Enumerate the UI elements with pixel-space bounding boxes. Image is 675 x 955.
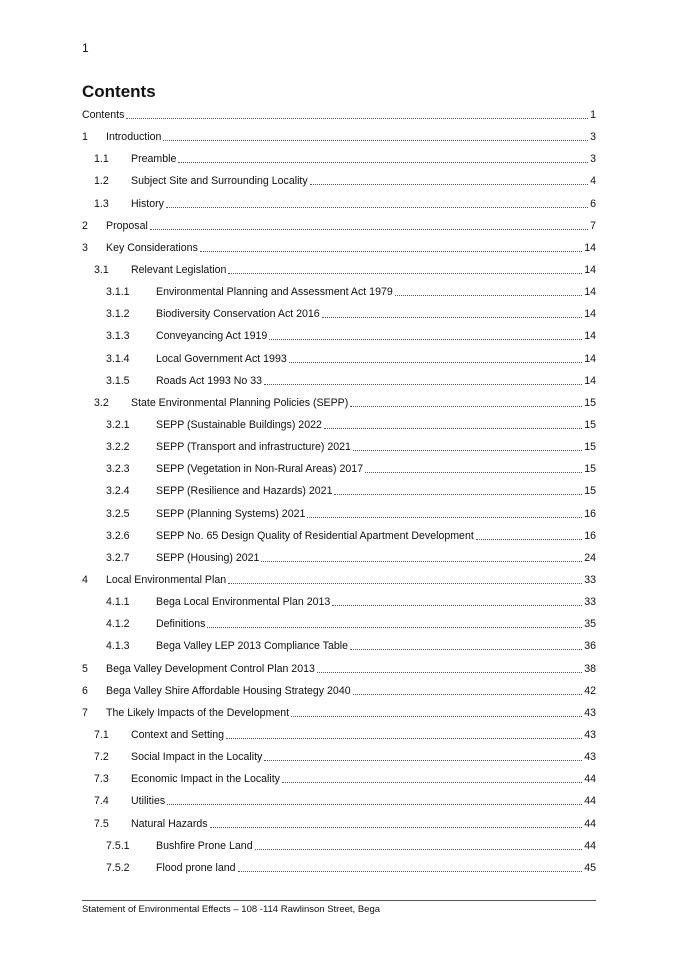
toc-entry[interactable] bbox=[82, 215, 596, 237]
toc-entry-number: 7.2 bbox=[94, 751, 109, 764]
toc-entry-number: 4 bbox=[82, 574, 88, 587]
toc-dot-leader bbox=[261, 560, 582, 562]
toc-entry-page: 14 bbox=[584, 264, 596, 277]
toc-entry[interactable] bbox=[82, 170, 596, 192]
toc-entry-number: 3.2.3 bbox=[106, 463, 130, 476]
toc-entry-number: 1 bbox=[82, 131, 88, 144]
toc-entry[interactable] bbox=[82, 392, 596, 414]
toc-dot-leader bbox=[353, 693, 583, 695]
toc-entry-page: 14 bbox=[584, 330, 596, 343]
toc-entry-title: Utilities bbox=[131, 795, 166, 808]
toc-entry[interactable] bbox=[82, 480, 596, 502]
toc-entry-number: 6 bbox=[82, 684, 88, 697]
toc-entry[interactable] bbox=[82, 724, 596, 746]
toc-entry[interactable] bbox=[82, 281, 596, 303]
toc-dot-leader bbox=[228, 582, 582, 584]
toc-entry-page: 36 bbox=[584, 640, 596, 653]
toc-entry-title: Local Government Act 1993 bbox=[156, 352, 287, 365]
toc-entry-number: 3.2.7 bbox=[106, 551, 130, 564]
toc-dot-leader bbox=[291, 715, 582, 717]
toc-dot-leader bbox=[178, 161, 588, 163]
toc-entry-number: 3.1.4 bbox=[106, 352, 130, 365]
toc-dot-leader bbox=[350, 648, 582, 650]
toc-entry-title: SEPP No. 65 Design Quality of Residential Apartment Development bbox=[156, 529, 474, 542]
toc-entry-title: Bega Valley Development Control Plan 2013 bbox=[106, 662, 315, 675]
toc-entry-page: 15 bbox=[584, 396, 596, 409]
toc-dot-leader bbox=[322, 316, 583, 318]
toc-entry[interactable] bbox=[82, 591, 596, 613]
toc-entry[interactable] bbox=[82, 768, 596, 790]
toc-entry-number: 3.1.2 bbox=[106, 308, 130, 321]
toc-entry-title: Flood prone land bbox=[156, 861, 236, 874]
toc-dot-leader bbox=[334, 493, 582, 495]
toc-entry-title: Key Considerations bbox=[106, 241, 198, 254]
toc-entry[interactable] bbox=[82, 613, 596, 635]
toc-dot-leader bbox=[210, 826, 583, 828]
page-number: 1 bbox=[82, 41, 89, 55]
toc-entry-page: 16 bbox=[584, 507, 596, 520]
toc-entry-number: 7.3 bbox=[94, 773, 109, 786]
toc-entry-number: 1.2 bbox=[94, 175, 109, 188]
toc-entry-page: 3 bbox=[590, 153, 596, 166]
toc-entry-page: 33 bbox=[584, 596, 596, 609]
toc-entry-number: 3.2.1 bbox=[106, 419, 130, 432]
toc-entry[interactable] bbox=[82, 635, 596, 657]
toc-entry-page: 14 bbox=[584, 286, 596, 299]
toc-entry-title: SEPP (Planning Systems) 2021 bbox=[156, 507, 306, 520]
toc-dot-leader bbox=[269, 338, 582, 340]
toc-entry-page: 1 bbox=[590, 109, 596, 122]
toc-entry-page: 38 bbox=[584, 662, 596, 675]
toc-entry-page: 4 bbox=[590, 175, 596, 188]
page-title: Contents bbox=[82, 82, 156, 101]
toc-dot-leader bbox=[365, 471, 582, 473]
toc-dot-leader bbox=[307, 516, 582, 518]
toc-entry-number: 3.1 bbox=[94, 264, 109, 277]
toc-entry[interactable] bbox=[82, 104, 596, 126]
toc-entry-number: 4.1.2 bbox=[106, 618, 130, 631]
toc-entry-number: 4.1.1 bbox=[106, 596, 130, 609]
toc-entry-title: SEPP (Resilience and Hazards) 2021 bbox=[156, 485, 333, 498]
toc-entry-number: 1.1 bbox=[94, 153, 109, 166]
toc-entry-title: Contents bbox=[82, 109, 125, 122]
toc-entry-page: 44 bbox=[584, 839, 596, 852]
toc-entry-page: 14 bbox=[584, 352, 596, 365]
toc-dot-leader bbox=[476, 538, 582, 540]
toc-entry-title: SEPP (Sustainable Buildings) 2022 bbox=[156, 419, 322, 432]
toc-entry-number: 5 bbox=[82, 662, 88, 675]
toc-entry[interactable] bbox=[82, 193, 596, 215]
toc-entry-page: 15 bbox=[584, 419, 596, 432]
toc-entry-number: 3.2.5 bbox=[106, 507, 130, 520]
toc-entry[interactable] bbox=[82, 148, 596, 170]
toc-entry-number: 3.2.2 bbox=[106, 441, 130, 454]
toc-entry-title: Proposal bbox=[106, 219, 148, 232]
toc-dot-leader bbox=[228, 272, 582, 274]
toc-entry-title: History bbox=[131, 197, 164, 210]
toc-entry[interactable] bbox=[82, 569, 596, 591]
toc-entry[interactable] bbox=[82, 237, 596, 259]
toc-entry-number: 7 bbox=[82, 706, 88, 719]
toc-dot-leader bbox=[167, 803, 582, 805]
toc-entry-number: 3.2 bbox=[94, 396, 109, 409]
toc-entry-page: 15 bbox=[584, 463, 596, 476]
toc-entry-title: Roads Act 1993 No 33 bbox=[156, 374, 263, 387]
toc-entry-title: Natural Hazards bbox=[131, 817, 208, 830]
toc-entry-page: 45 bbox=[584, 861, 596, 874]
toc-entry-page: 3 bbox=[590, 131, 596, 144]
toc-dot-leader bbox=[126, 117, 588, 119]
toc-entry[interactable] bbox=[82, 790, 596, 812]
toc-entry[interactable] bbox=[82, 370, 596, 392]
footer-divider bbox=[82, 900, 596, 901]
toc-entry-title: State Environmental Planning Policies (SEPP) bbox=[131, 396, 349, 409]
toc-entry-title: Bega Valley LEP 2013 Compliance Table bbox=[156, 640, 348, 653]
toc-entry-page: 24 bbox=[584, 551, 596, 564]
toc-entry[interactable] bbox=[82, 813, 596, 835]
toc-entry-page: 42 bbox=[584, 684, 596, 697]
toc-entry-number: 3.1.5 bbox=[106, 374, 130, 387]
toc-entry-number: 4.1.3 bbox=[106, 640, 130, 653]
toc-entry[interactable] bbox=[82, 126, 596, 148]
toc-entry-title: SEPP (Vegetation in Non-Rural Areas) 2017 bbox=[156, 463, 364, 476]
toc-entry-title: Economic Impact in the Locality bbox=[131, 773, 280, 786]
toc-entry-title: Definitions bbox=[156, 618, 206, 631]
toc-entry-number: 3.1.3 bbox=[106, 330, 130, 343]
toc-entry-page: 16 bbox=[584, 529, 596, 542]
toc-dot-leader bbox=[200, 250, 582, 252]
toc-entry-page: 43 bbox=[584, 751, 596, 764]
toc-entry-number: 2 bbox=[82, 219, 88, 232]
toc-dot-leader bbox=[150, 228, 588, 230]
toc-entry-title: Bega Valley Shire Affordable Housing Strategy 2040 bbox=[106, 684, 351, 697]
toc-entry[interactable] bbox=[82, 458, 596, 480]
toc-entry-number: 3.2.6 bbox=[106, 529, 130, 542]
toc-dot-leader bbox=[282, 781, 582, 783]
toc-dot-leader bbox=[255, 848, 583, 850]
toc-dot-leader bbox=[332, 604, 582, 606]
toc-entry[interactable] bbox=[82, 658, 596, 680]
toc-entry-number: 7.1 bbox=[94, 729, 109, 741]
toc-entry-number: 7.5.1 bbox=[106, 839, 130, 852]
toc-entry-page: 44 bbox=[584, 795, 596, 808]
toc-entry[interactable] bbox=[82, 303, 596, 325]
toc-entry[interactable] bbox=[82, 436, 596, 458]
toc-entry-page: 14 bbox=[584, 241, 596, 254]
toc-entry-number: 3.1.1 bbox=[106, 286, 130, 299]
toc-entry[interactable] bbox=[82, 503, 596, 525]
toc-entry-title: Bushfire Prone Land bbox=[156, 839, 253, 852]
toc-dot-leader bbox=[395, 294, 582, 296]
toc-entry-page: 44 bbox=[584, 773, 596, 786]
toc-entry[interactable] bbox=[82, 348, 596, 370]
toc-entry-title: SEPP (Housing) 2021 bbox=[156, 551, 260, 564]
toc-entry-page: 43 bbox=[584, 729, 596, 741]
footer-text: Statement of Environmental Effects – 108 -114 Rawlinson Street, Bega bbox=[82, 904, 381, 915]
toc-dot-leader bbox=[324, 427, 582, 429]
toc-dot-leader bbox=[163, 139, 588, 141]
toc-dot-leader bbox=[238, 870, 583, 872]
toc-entry[interactable] bbox=[82, 702, 596, 724]
toc-entry-page: 15 bbox=[584, 441, 596, 454]
toc-entry-title: Relevant Legislation bbox=[131, 264, 227, 277]
toc-entry-number: 1.3 bbox=[94, 197, 109, 210]
toc-entry[interactable] bbox=[82, 259, 596, 281]
toc-entry-title: SEPP (Transport and infrastructure) 2021 bbox=[156, 441, 351, 454]
toc-dot-leader bbox=[264, 383, 582, 385]
toc-dot-leader bbox=[317, 671, 582, 673]
toc-entry-page: 44 bbox=[584, 817, 596, 830]
toc-entry-title: Subject Site and Surrounding Locality bbox=[131, 175, 308, 188]
toc-dot-leader bbox=[310, 183, 588, 185]
toc-dot-leader bbox=[353, 449, 582, 451]
toc-entry-page: 15 bbox=[584, 485, 596, 498]
toc-entry-title: Preamble bbox=[131, 153, 177, 166]
toc-entry-title: Bega Local Environmental Plan 2013 bbox=[156, 596, 331, 609]
toc-entry-title: Local Environmental Plan bbox=[106, 574, 227, 587]
toc-entry-page: 33 bbox=[584, 574, 596, 587]
toc-entry[interactable] bbox=[82, 547, 596, 569]
toc-entry[interactable] bbox=[82, 325, 596, 347]
toc-entry[interactable] bbox=[82, 746, 596, 768]
toc-entry-page: 14 bbox=[584, 374, 596, 387]
toc-entry[interactable] bbox=[82, 414, 596, 436]
toc-entry-page: 43 bbox=[584, 706, 596, 719]
toc-entry-title: The Likely Impacts of the Development bbox=[106, 706, 290, 719]
toc-dot-leader bbox=[350, 405, 582, 407]
toc-entry-number: 7.5 bbox=[94, 817, 109, 830]
toc-entry-title: Social Impact in the Locality bbox=[131, 751, 263, 764]
toc-entry-title: Environmental Planning and Assessment Act 1979 bbox=[156, 286, 393, 299]
toc-dot-leader bbox=[289, 361, 582, 363]
toc-dot-leader bbox=[264, 759, 582, 761]
toc-dot-leader bbox=[207, 626, 582, 628]
toc-dot-leader bbox=[166, 206, 588, 208]
toc-entry-number: 3 bbox=[82, 241, 88, 254]
toc-entry-number: 3.2.4 bbox=[106, 485, 130, 498]
toc-entry-page: 14 bbox=[584, 308, 596, 321]
toc-entry-number: 7.5.2 bbox=[106, 861, 130, 874]
toc-entry-title: Introduction bbox=[106, 131, 162, 144]
toc-entry-title: Conveyancing Act 1919 bbox=[156, 330, 268, 343]
toc-entry-page: 35 bbox=[584, 618, 596, 631]
toc-dot-leader bbox=[226, 737, 582, 739]
toc-entry-page: 7 bbox=[590, 219, 596, 232]
toc-entry-title: Context and Setting bbox=[131, 729, 225, 741]
toc-entry[interactable] bbox=[82, 857, 596, 879]
toc-entry[interactable] bbox=[82, 525, 596, 547]
toc-entry[interactable] bbox=[82, 680, 596, 702]
table-of-contents bbox=[82, 104, 596, 879]
toc-entry-title: Biodiversity Conservation Act 2016 bbox=[156, 308, 320, 321]
toc-entry[interactable] bbox=[82, 835, 596, 857]
toc-entry-number: 7.4 bbox=[94, 795, 109, 808]
toc-entry-page: 6 bbox=[590, 197, 596, 210]
